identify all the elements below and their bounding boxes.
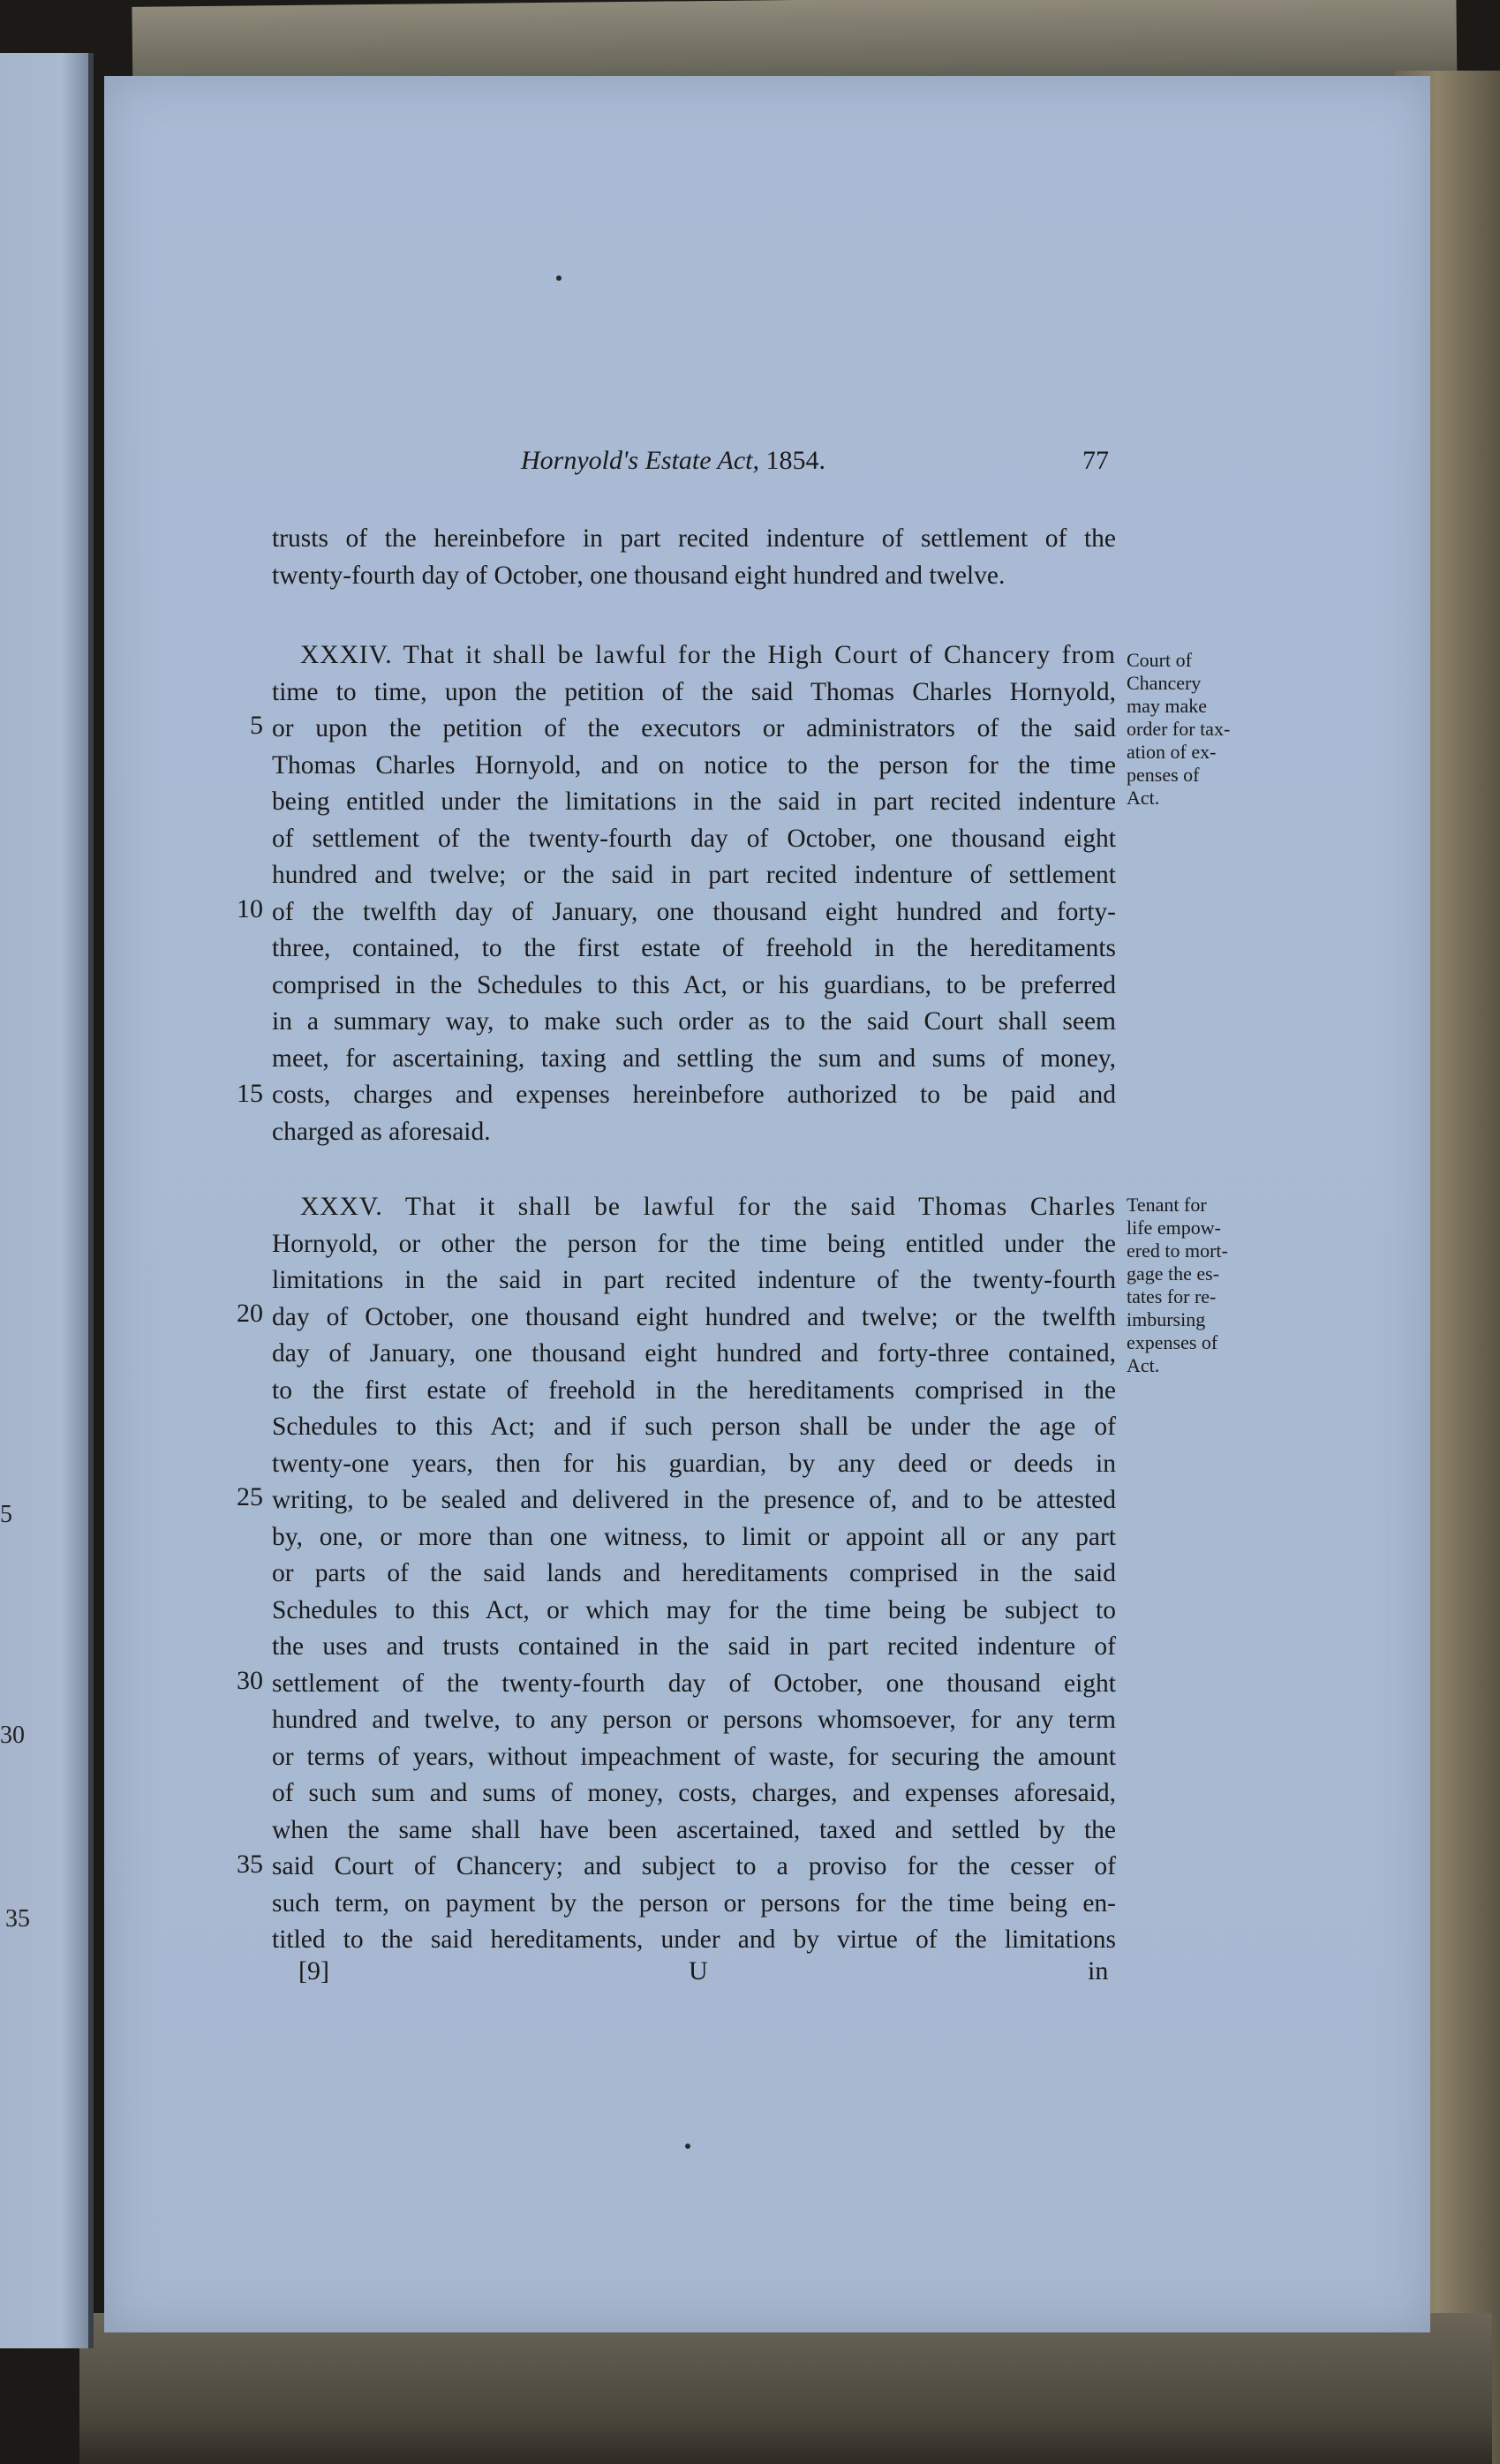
- running-head-year: 1854.: [765, 446, 825, 475]
- marginal-note-line: gage the es-: [1127, 1262, 1220, 1285]
- sheet-mark: U: [689, 1956, 708, 1986]
- text-line: such term, on payment by the person or persons for the time being en-: [272, 1888, 1116, 1918]
- ink-speck: [685, 2144, 690, 2149]
- left-line-number: 5: [0, 1501, 12, 1528]
- text-line: XXXV. That it shall be lawful for the said Thomas Charles: [300, 1193, 1116, 1221]
- text-line: by, one, or more than one witness, to limit or appoint all or any part: [272, 1522, 1116, 1551]
- text-line: in a summary way, to make such order as to the said Court shall seem: [272, 1007, 1116, 1036]
- text-line: twenty-one years, then for his guardian, by any deed or deeds in: [272, 1449, 1116, 1478]
- marginal-note-line: order for tax-: [1127, 718, 1231, 740]
- line-number: 20: [237, 1299, 263, 1328]
- text-line: time to time, upon the petition of the said Thomas Charles Hornyold,: [272, 677, 1116, 706]
- marginal-note-line: penses of: [1127, 764, 1200, 786]
- marginal-note-line: Chancery: [1127, 672, 1202, 694]
- marginal-note-line: life empow-: [1127, 1217, 1221, 1239]
- book-edge-bottom: [79, 2313, 1492, 2464]
- text-line: or parts of the said lands and hereditaments comprised in the said: [272, 1559, 1116, 1587]
- left-line-number: 30: [0, 1722, 25, 1749]
- section-xxxv: [272, 1189, 1116, 1959]
- text-line: three, contained, to the first estate of freehold in the hereditaments: [272, 934, 1116, 962]
- marginal-note-line: may make: [1127, 695, 1208, 717]
- text-line: titled to the said hereditaments, under and by virtue of the limitations: [272, 1925, 1116, 1954]
- line-number: 25: [237, 1482, 263, 1511]
- signature-mark: [9]: [298, 1956, 329, 1986]
- text-line: of such sum and sums of money, costs, charges, and expenses aforesaid,: [272, 1779, 1116, 1807]
- line-number: 5: [250, 711, 263, 740]
- running-head-title: Hornyold's Estate Act,: [521, 446, 759, 475]
- text-line: comprised in the Schedules to this Act, or his guardians, to be preferred: [272, 970, 1116, 999]
- marginal-note-line: ation of ex-: [1127, 741, 1217, 763]
- text-line: Schedules to this Act; and if such person shall be under the age of: [272, 1413, 1116, 1441]
- marginal-note-line: tates for re-: [1127, 1285, 1217, 1307]
- marginal-note-line: Court of: [1127, 649, 1192, 671]
- marginal-note-line: Act.: [1127, 1354, 1160, 1376]
- text-line: XXXIV. That it shall be lawful for the High Court of Chancery from: [300, 641, 1116, 669]
- text-line: charged as aforesaid.: [272, 1117, 491, 1146]
- marginal-note-line: imbursing: [1127, 1308, 1206, 1330]
- text-line: or terms of years, without impeachment of waste, for securing the amount: [272, 1742, 1116, 1771]
- line-number: 35: [237, 1850, 263, 1879]
- marginal-note-line: ered to mort-: [1127, 1240, 1228, 1262]
- text-line: to the first estate of freehold in the hereditaments comprised in the: [272, 1375, 1116, 1405]
- text-line: hundred and twelve, to any person or persons whomsoever, for any term: [272, 1706, 1116, 1734]
- text-line: hundred and twelve; or the said in part recited indenture of settlement: [272, 861, 1116, 889]
- text-line: of settlement of the twenty-fourth day of October, one thousand eight: [272, 824, 1116, 853]
- text-line: writing, to be sealed and delivered in the presence of, and to be attested: [272, 1486, 1116, 1514]
- opening-paragraph: [272, 521, 1116, 594]
- text-line: Schedules to this Act, or which may for the time being be subject to: [272, 1595, 1116, 1624]
- text-line: twenty-fourth day of October, one thousand eight hundred and twelve.: [272, 561, 1006, 590]
- marginal-note-line: expenses of: [1127, 1331, 1218, 1353]
- section-xxxiv: [272, 637, 1116, 1150]
- marginal-note-line: Act.: [1127, 787, 1160, 809]
- marginal-note-xxxv: [1127, 1194, 1259, 1377]
- page-number: 77: [1082, 446, 1109, 475]
- text-line: Thomas Charles Hornyold, and on notice to the person for the time: [272, 750, 1116, 780]
- text-line: of the twelfth day of January, one thousand eight hundred and forty-: [272, 897, 1116, 926]
- text-line: meet, for ascertaining, taxing and settling the sum and sums of money,: [272, 1044, 1116, 1073]
- left-page-strip: [0, 53, 94, 2348]
- marginal-note-line: Tenant for: [1127, 1194, 1207, 1216]
- text-line: Hornyold, or other the person for the time being entitled under the: [272, 1229, 1116, 1258]
- left-line-number: 35: [5, 1905, 30, 1933]
- text-line: the uses and trusts contained in the said in part recited indenture of: [272, 1632, 1116, 1661]
- text-line: trusts of the hereinbefore in part recited indenture of settlement of the: [272, 524, 1116, 553]
- line-number: 10: [237, 894, 263, 923]
- running-head: [521, 446, 825, 476]
- text-line: day of October, one thousand eight hundred and twelve; or the twelfth: [272, 1302, 1116, 1331]
- text-line: being entitled under the limitations in the said in part recited indenture: [272, 787, 1116, 816]
- text-line: limitations in the said in part recited indenture of the twenty-fourth: [272, 1266, 1116, 1294]
- marginal-note-xxxiv: [1127, 649, 1259, 810]
- text-line: settlement of the twenty-fourth day of October, one thousand eight: [272, 1669, 1116, 1698]
- text-line: day of January, one thousand eight hundred and forty-three contained,: [272, 1339, 1116, 1368]
- line-number: 30: [237, 1666, 263, 1695]
- text-line: said Court of Chancery; and subject to a proviso for the cesser of: [272, 1852, 1116, 1880]
- line-number: 15: [237, 1079, 263, 1108]
- text-line: when the same shall have been ascertained, taxed and settled by the: [272, 1815, 1116, 1844]
- text-line: costs, charges and expenses hereinbefore authorized to be paid and: [272, 1081, 1116, 1109]
- text-line: or upon the petition of the executors or administrators of the said: [272, 714, 1116, 742]
- catchword: in: [1088, 1956, 1109, 1986]
- ink-speck: [556, 275, 562, 281]
